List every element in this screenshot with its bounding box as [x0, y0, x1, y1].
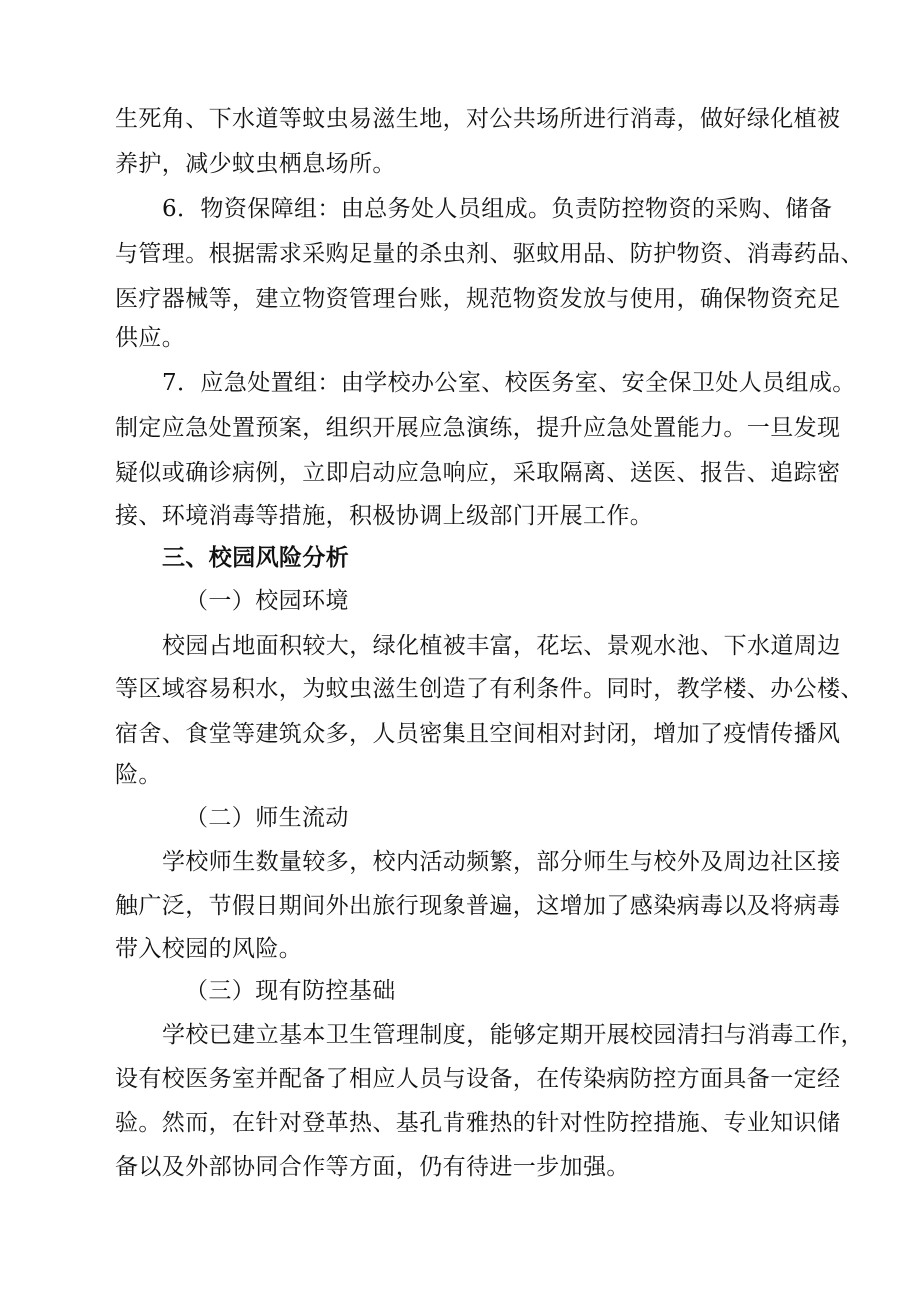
subsection-heading: （三）现有防控基础	[185, 978, 396, 1004]
paragraph-line: 制定应急处置预案，组织开展应急演练，提升应急处置能力。一旦发现	[115, 415, 841, 441]
paragraph-line: 触广泛，节假日期间外出旅行现象普遍，这增加了感染病毒以及将病毒	[115, 893, 841, 919]
paragraph-line: 接、环境消毒等措施，积极协调上级部门开展工作。	[115, 503, 654, 529]
subsection-heading: （一）校园环境	[185, 588, 349, 614]
paragraph-line: 医疗器械等，建立物资管理台账，规范物资发放与使用，确保物资充足	[115, 286, 841, 312]
subsection-heading: （二）师生流动	[185, 805, 349, 831]
paragraph-line: 校园占地面积较大，绿化植被丰富，花坛、景观水池、下水道周边	[162, 633, 841, 659]
paragraph-line: 生死角、下水道等蚊虫易滋生地，对公共场所进行消毒，做好绿化植被	[115, 106, 841, 132]
paragraph-line: 设有校医务室并配备了相应人员与设备，在传染病防控方面具备一定经	[115, 1066, 841, 1092]
paragraph-line: 宿舍、食堂等建筑众多，人员密集且空间相对封闭，增加了疫情传播风	[115, 721, 841, 747]
paragraph-line: 学校已建立基本卫生管理制度，能够定期开展校园清扫与消毒工作，	[162, 1022, 864, 1048]
paragraph-line: 疑似或确诊病例，立即启动应急响应，采取隔离、送医、报告、追踪密	[115, 460, 841, 486]
paragraph-line: 养护，减少蚊虫栖息场所。	[115, 151, 396, 177]
paragraph-line: 险。	[115, 762, 162, 788]
paragraph-line: 与管理。根据需求采购足量的杀虫剂、驱蚊用品、防护物资、消毒药品、	[115, 241, 864, 267]
paragraph-line: 6．物资保障组：由总务处人员组成。负责防控物资的采购、储备	[162, 196, 833, 222]
paragraph-line: 等区域容易积水，为蚊虫滋生创造了有利条件。同时，教学楼、办公楼、	[115, 676, 864, 702]
paragraph-line: 供应。	[115, 325, 186, 351]
paragraph-line: 7．应急处置组：由学校办公室、校医务室、安全保卫处人员组成。	[162, 370, 856, 396]
paragraph-line: 带入校园的风险。	[115, 936, 303, 962]
paragraph-line: 验。然而，在针对登革热、基孔肯雅热的针对性防控措施、专业知识储	[115, 1110, 841, 1136]
paragraph-line: 学校师生数量较多，校内活动频繁，部分师生与校外及周边社区接	[162, 849, 841, 875]
paragraph-line: 备以及外部协同合作等方面，仍有待进一步加强。	[115, 1154, 630, 1180]
section-heading: 三、校园风险分析	[162, 545, 350, 571]
